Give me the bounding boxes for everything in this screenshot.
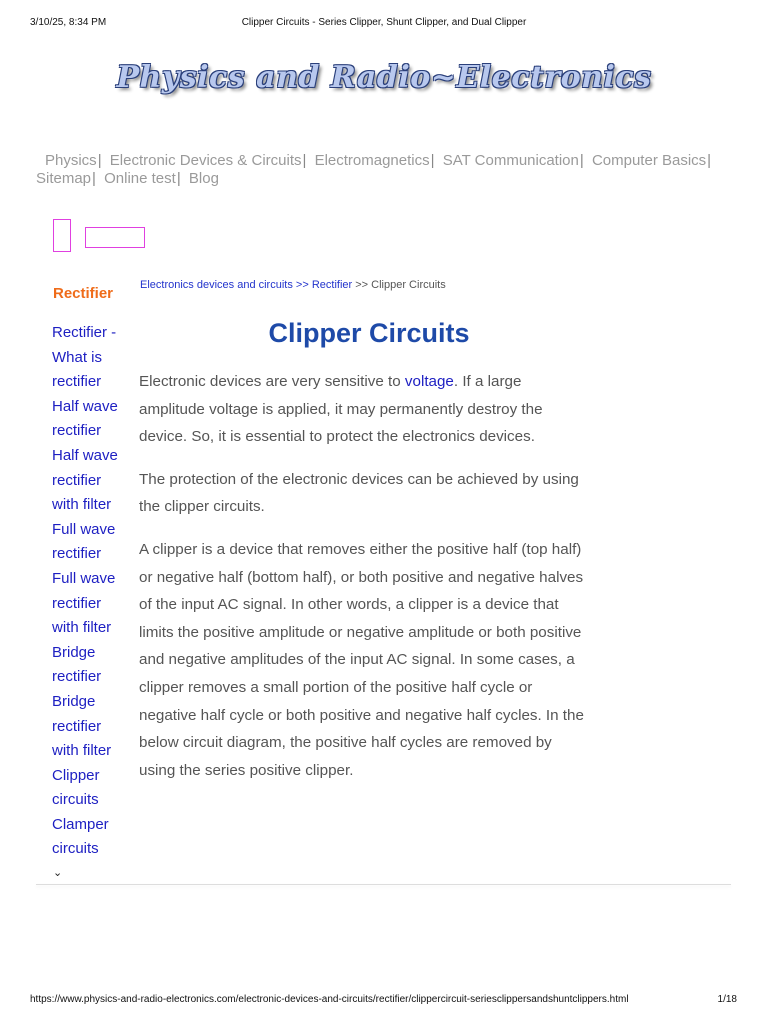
nav-physics[interactable]: Physics xyxy=(45,152,97,169)
breadcrumb xyxy=(140,279,446,291)
ad-placeholder-wide xyxy=(85,227,145,248)
sidebar-link-bridge[interactable]: Bridge rectifier xyxy=(52,643,102,686)
content-divider xyxy=(36,884,731,885)
nav-electromagnetics[interactable]: Electromagnetics xyxy=(314,152,430,169)
sidebar-link-rectifier[interactable]: Rectifier - What is rectifier xyxy=(52,324,117,391)
nav-separator: | xyxy=(92,170,96,187)
breadcrumb-electronics[interactable]: Electronics devices and circuits xyxy=(140,279,293,291)
print-title: Clipper Circuits - Series Clipper, Shunt Clipper, and Dual Clipper xyxy=(241,17,527,28)
paragraph-1 xyxy=(139,368,586,451)
paragraph-2: The protection of the electronic devices can be achieved by using the clipper circuits. xyxy=(139,470,579,516)
nav-separator: | xyxy=(430,152,435,169)
print-header xyxy=(0,17,768,31)
sidebar-link-half-wave[interactable]: Half wave rectifier xyxy=(52,397,118,440)
nav-separator: | xyxy=(302,152,307,169)
breadcrumb-rectifier[interactable]: Rectifier xyxy=(311,279,353,291)
breadcrumb-current: Clipper Circuits xyxy=(371,279,446,291)
article-content xyxy=(139,368,586,799)
sidebar-link-half-wave-filter[interactable]: Half wave rectifier with filter xyxy=(52,446,118,514)
sidebar-link-bridge-filter[interactable]: Bridge rectifier with filter xyxy=(52,692,112,760)
print-date: 3/10/25, 8:34 PM xyxy=(30,17,107,28)
nav-blog[interactable]: Blog xyxy=(188,170,219,187)
sidebar-link-full-wave-filter[interactable]: Full wave rectifier with filter xyxy=(52,569,116,637)
chevron-down-icon[interactable]: ⌄ xyxy=(53,867,63,879)
breadcrumb-separator: >> xyxy=(295,279,309,291)
nav-online-test[interactable]: Online test xyxy=(104,170,176,187)
nav-sat-communication[interactable]: SAT Communication xyxy=(442,152,579,169)
paragraph-1-end: . If a large amplitude voltage is applied, it may permanently destroy the device. So, it is essential to protect the electronics devices. xyxy=(139,373,543,446)
nav-separator: | xyxy=(97,152,102,169)
print-page-number: 1/18 xyxy=(717,994,737,1005)
ad-placeholder-small xyxy=(53,219,71,252)
nav-electronic-devices[interactable]: Electronic Devices & Circuits xyxy=(109,152,302,169)
nav-separator: | xyxy=(579,152,584,169)
nav-computer-basics[interactable]: Computer Basics xyxy=(591,152,707,169)
site-logo[interactable]: Physics and Radio~Electronics xyxy=(116,60,652,95)
nav-sitemap[interactable]: Sitemap xyxy=(36,170,92,187)
sidebar-link-clipper[interactable]: Clipper circuits xyxy=(52,766,100,809)
page-title: Clipper Circuits xyxy=(268,318,470,348)
sidebar-links xyxy=(52,321,122,862)
nav-separator: | xyxy=(707,152,712,169)
paragraph-1-start: Electronic devices are very sensitive to xyxy=(139,373,405,390)
voltage-link[interactable]: voltage xyxy=(404,373,454,390)
nav-separator: | xyxy=(176,170,181,187)
print-url: https://www.physics-and-radio-electronics.com/electronic-devices-and-circuits/rectifier/clippercircuit-seriesclippersandshuntclippers.html xyxy=(30,994,629,1005)
paragraph-3: A clipper is a device that removes either the positive half (top half) or negative half (bottom half), or both positive and negative halves of the input AC signal. In other words, a clipper is a device that limits the positive amplitude or negative amplitude or both positive and negative amplitudes of the input AC signal. In some cases, a clipper removes a small portion of the positive half cycle or negative half cycle or both positive and negative half cycles. In the below circuit diagram, the positive half cycles are removed by using the series positive clipper. xyxy=(139,540,584,779)
sidebar-link-clamper[interactable]: Clamper circuits xyxy=(52,815,109,858)
sidebar-heading: Rectifier xyxy=(53,285,114,302)
sidebar-link-full-wave[interactable]: Full wave rectifier xyxy=(52,520,116,563)
breadcrumb-separator: >> xyxy=(355,279,369,291)
top-nav xyxy=(36,152,716,188)
